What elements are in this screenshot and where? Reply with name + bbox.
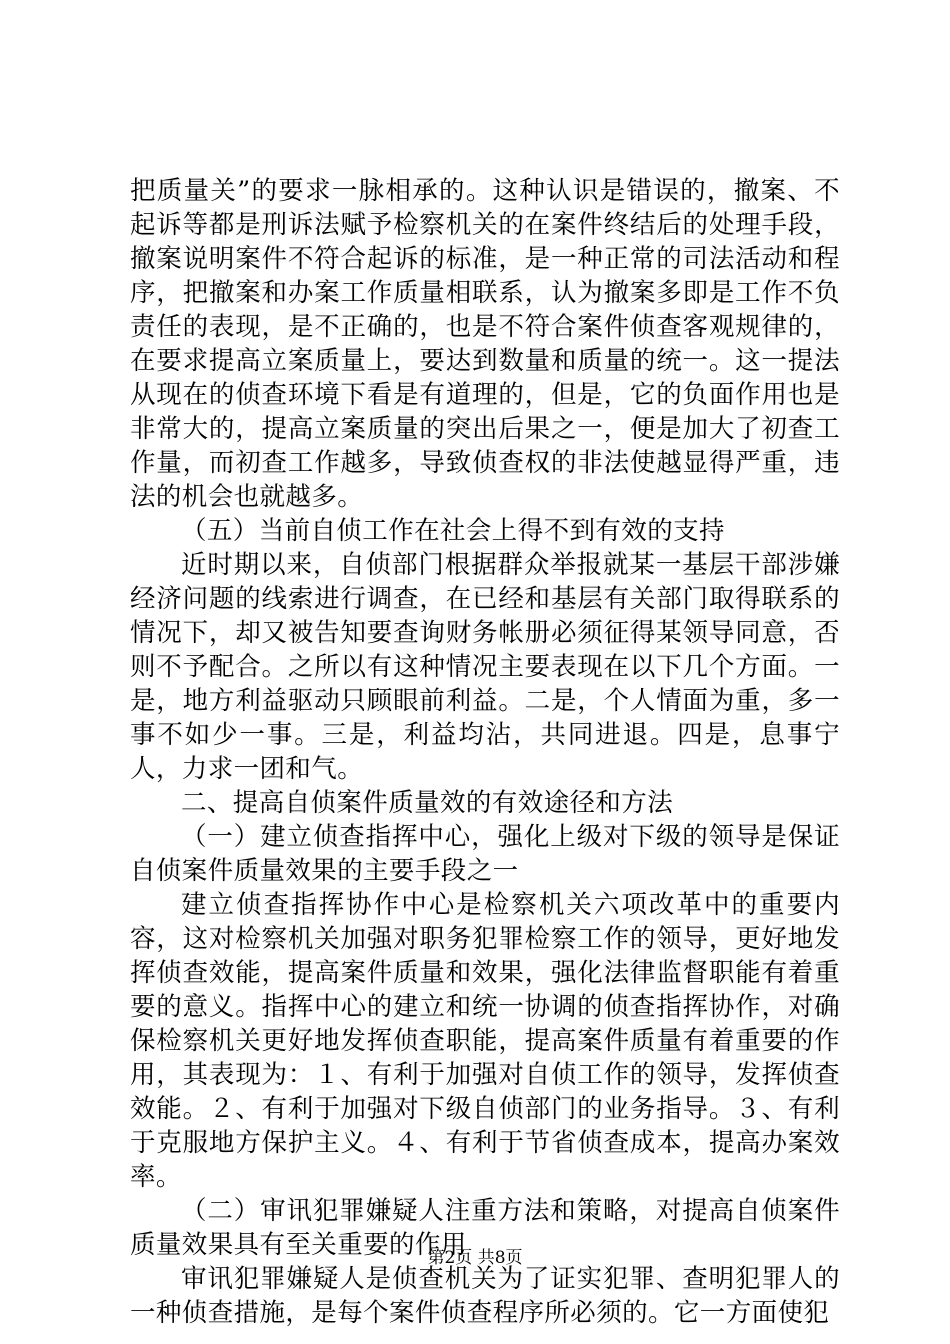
paragraph-support-issues: 近时期以来，自侦部门根据群众举报就某一基层干部涉嫌经济问题的线索进行调查，在已经和基层有关部门取得联系的情况下，却又被告知要查询财务帐册必须征得某领导同意，否则不予配合。之所以有这种情况主要表现在以下几个方面。一是，地方利益驱动只顾眼前利益。二是，个人情面为重，多一事不如少一事。三是，利益均沾，共同进退。四是，息事宁人，力求一团和气。 (130, 550, 840, 784)
document-body (130, 174, 840, 1330)
section-heading-5: （五）当前自侦工作在社会上得不到有效的支持 (181, 516, 725, 546)
page-footer (0, 1243, 950, 1268)
section-heading-part-2: 二、提高自侦案件质量效的有效途径和方法 (181, 788, 674, 818)
paragraph-continuation: 把质量关”的要求一脉相承的。这种认识是错误的，撤案、不起诉等都是刑诉法赋予检察机关的在案件终结后的处理手段，撤案说明案件不符合起诉的标准，是一种正常的司法活动和程序，把撤案和办案工作质量相联系，认为撤案多即是工作不负责任的表现，是不正确的，也是不符合案件侦查客观规律的，在要求提高立案质量上，要达到数量和质量的统一。这一提法从现在的侦查环境下看是有道理的，但是，它的负面作用也是非常大的，提高立案质量的突出后果之一，便是加大了初查工作量，而初查工作越多，导致侦查权的非法使越显得严重，违法的机会也就越多。 (130, 176, 840, 512)
page-number-label: 第2页 共8页 (427, 1248, 523, 1268)
paragraph-command-center: 建立侦查指挥协作中心是检察机关六项改革中的重要内容，这对检察机关加强对职务犯罪检察工作的领导，更好地发挥侦查效能，提高案件质量和效果，强化法律监督职能有着重要的意义。指挥中心的建立和统一协调的侦查指挥协作，对确保检察机关更好地发挥侦查职能，提高案件质量有着重要的作用，其表现为：１、有利于加强对自侦工作的领导，发挥侦查效能。２、有利于加强对下级自侦部门的业务指导。３、有利于克服地方保护主义。４、有利于节省侦查成本，提高办案效率。 (130, 890, 840, 1192)
subsection-heading-1: （一）建立侦查指挥中心，强化上级对下级的领导是保证自侦案件质量效果的主要手段之一 (130, 822, 840, 886)
subsection-heading-2: （二）审讯犯罪嫌疑人注重方法和策略，对提高自侦案件质量效果具有至关重要的作用 (130, 1196, 840, 1260)
paragraph-interrogation: 审讯犯罪嫌疑人是侦查机关为了证实犯罪、查明犯罪人的一种侦查措施，是每个案件侦查程序所必须的。它一方面使犯 (130, 1264, 840, 1328)
